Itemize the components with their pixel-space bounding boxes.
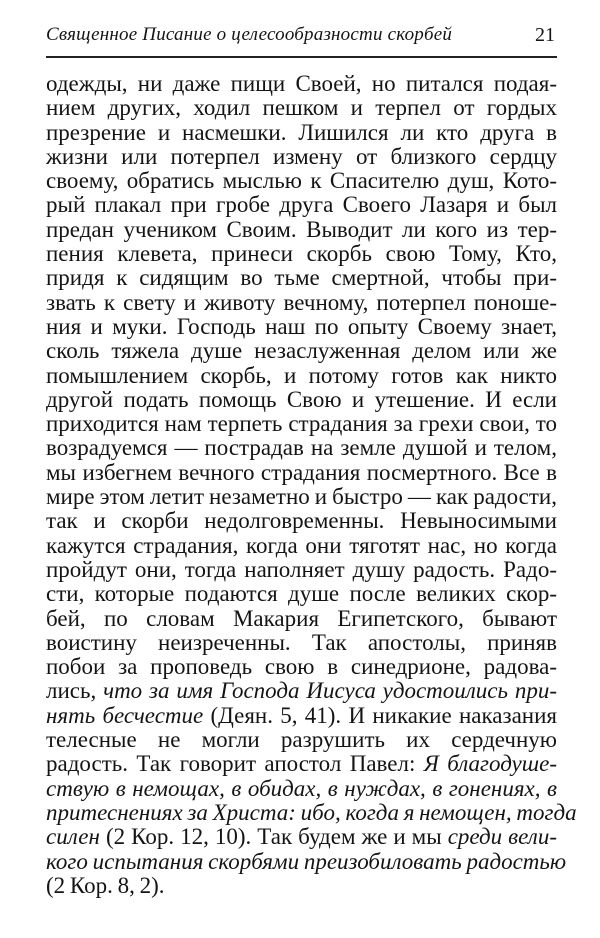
text-segment: бей, по словам Макария Египетского, бывают: [46, 605, 557, 631]
text-line: [46, 655, 557, 679]
italic-quote: среди вели-: [447, 824, 557, 850]
text-line: [46, 607, 557, 631]
text-line: [46, 461, 557, 485]
text-line: [46, 874, 557, 898]
text-line: [46, 242, 557, 266]
body-text: [46, 71, 577, 898]
text-line: [46, 509, 557, 533]
text-segment: придя к сидящим во тьме смертной, чтобы при-: [46, 265, 557, 291]
text-segment: нием других, ходил пешком и терпел от гордых: [46, 95, 557, 121]
text-line: [46, 848, 567, 874]
text-segment: так и скорби недолговременны. Невыносимыми: [46, 508, 557, 534]
page-number: 21: [535, 24, 555, 46]
text-segment: ния и муки. Господь наш по опыту Своему знает,: [46, 313, 557, 339]
italic-quote: ствую в немощах, в обидах, в нуждах, в гонениях, в: [46, 775, 557, 801]
text-segment: презрение и насмешки. Лишился ли кто друга в: [46, 119, 557, 145]
text-segment: звать к свету и животу вечному, потерпел поноше-: [46, 289, 557, 315]
text-line: [46, 728, 557, 752]
text-line: [46, 72, 557, 96]
text-segment: сколь тяжела душе незаслуженная делом или же: [46, 338, 557, 364]
text-line: [46, 266, 557, 290]
text-segment: воистину неизреченны. Так апостолы, приняв: [46, 629, 557, 655]
text-line: [46, 218, 557, 242]
text-segment: возрадуемся — пострадав на земле душой и телом,: [46, 435, 557, 461]
text-segment: мы избегнем вечного страдания посмертного. Все в: [46, 459, 557, 485]
running-header: [46, 22, 557, 58]
text-segment: мире этом летит незаметно и быстро — как радости,: [46, 484, 557, 510]
text-line: [46, 436, 557, 460]
text-line: [46, 96, 557, 120]
text-line: [46, 777, 557, 801]
text-segment: приходится нам терпеть страдания за грехи свои, то: [46, 411, 557, 437]
text-segment: сти, которые подаются душе после великих скор-: [46, 581, 557, 607]
text-segment: помышлением скорбь, и потому готов как никто: [46, 362, 557, 388]
text-segment: предан учеником Своим. Выводит ли кого из тер-: [46, 216, 557, 242]
text-line: [46, 534, 557, 558]
text-segment: (2 Кор. 8, 2).: [46, 872, 165, 898]
text-line: [46, 679, 557, 703]
text-line: [46, 631, 557, 655]
text-segment: пройдут они, тогда наполняет душу радость. Радо-: [46, 556, 557, 582]
text-line: [46, 752, 557, 776]
text-segment: радость. Так говорит апостол Павел:: [46, 751, 424, 777]
text-line: [46, 121, 557, 145]
italic-quote: притеснениях за Христа: ибо, когда я немощен, тогда: [46, 799, 577, 825]
text-segment: телесные не могли разрушить их сердечную: [46, 727, 557, 753]
text-segment: (Деян. 5, 41). И никакие наказания: [203, 702, 557, 728]
text-segment: пения клевета, принеси скорбь свою Тому, Кто,: [46, 241, 557, 267]
text-line: [46, 558, 557, 582]
text-segment: рый плакал при гробе друга Своего Лазаря и был: [46, 192, 557, 218]
text-line: [46, 339, 557, 363]
text-segment: (2 Кор. 12, 10). Так будем же и мы: [99, 824, 448, 850]
text-line: [46, 582, 557, 606]
italic-quote: что за имя Господа Иисуса удостоились при-: [103, 678, 557, 704]
text-segment: другой подать помощь Свою и утешение. И если: [46, 386, 557, 412]
text-line: [46, 388, 557, 412]
text-segment: жизни или потерпел измену от близкого сердцу: [46, 143, 557, 169]
text-line: [46, 485, 557, 509]
text-segment: кажутся страдания, когда они тяготят нас, но когда: [46, 532, 557, 558]
text-segment: лись,: [46, 678, 104, 704]
text-line: [46, 799, 577, 825]
text-line: [46, 193, 557, 217]
text-segment: побои за проповедь свою в синедрионе, радова-: [46, 654, 557, 680]
text-line: [46, 291, 557, 315]
text-segment: своему, обратись мыслью к Спасителю душ, Кото-: [46, 168, 557, 194]
text-segment: одежды, ни даже пищи Своей, но питался подая-: [46, 71, 557, 96]
running-title: Священное Писание о целесообразности скорбей: [46, 24, 453, 45]
italic-quote: нять бесчестие: [46, 702, 204, 728]
text-line: [46, 364, 557, 388]
text-line: [46, 169, 557, 193]
italic-quote: кого испытания скорбями преизобиловать радостью: [46, 848, 567, 874]
italic-quote: силен: [46, 824, 100, 850]
text-line: [46, 315, 557, 339]
text-line: [46, 145, 557, 169]
text-line: [46, 412, 557, 436]
text-line: [46, 704, 557, 728]
italic-quote: Я благодуше-: [423, 751, 557, 777]
text-line: [46, 825, 557, 849]
